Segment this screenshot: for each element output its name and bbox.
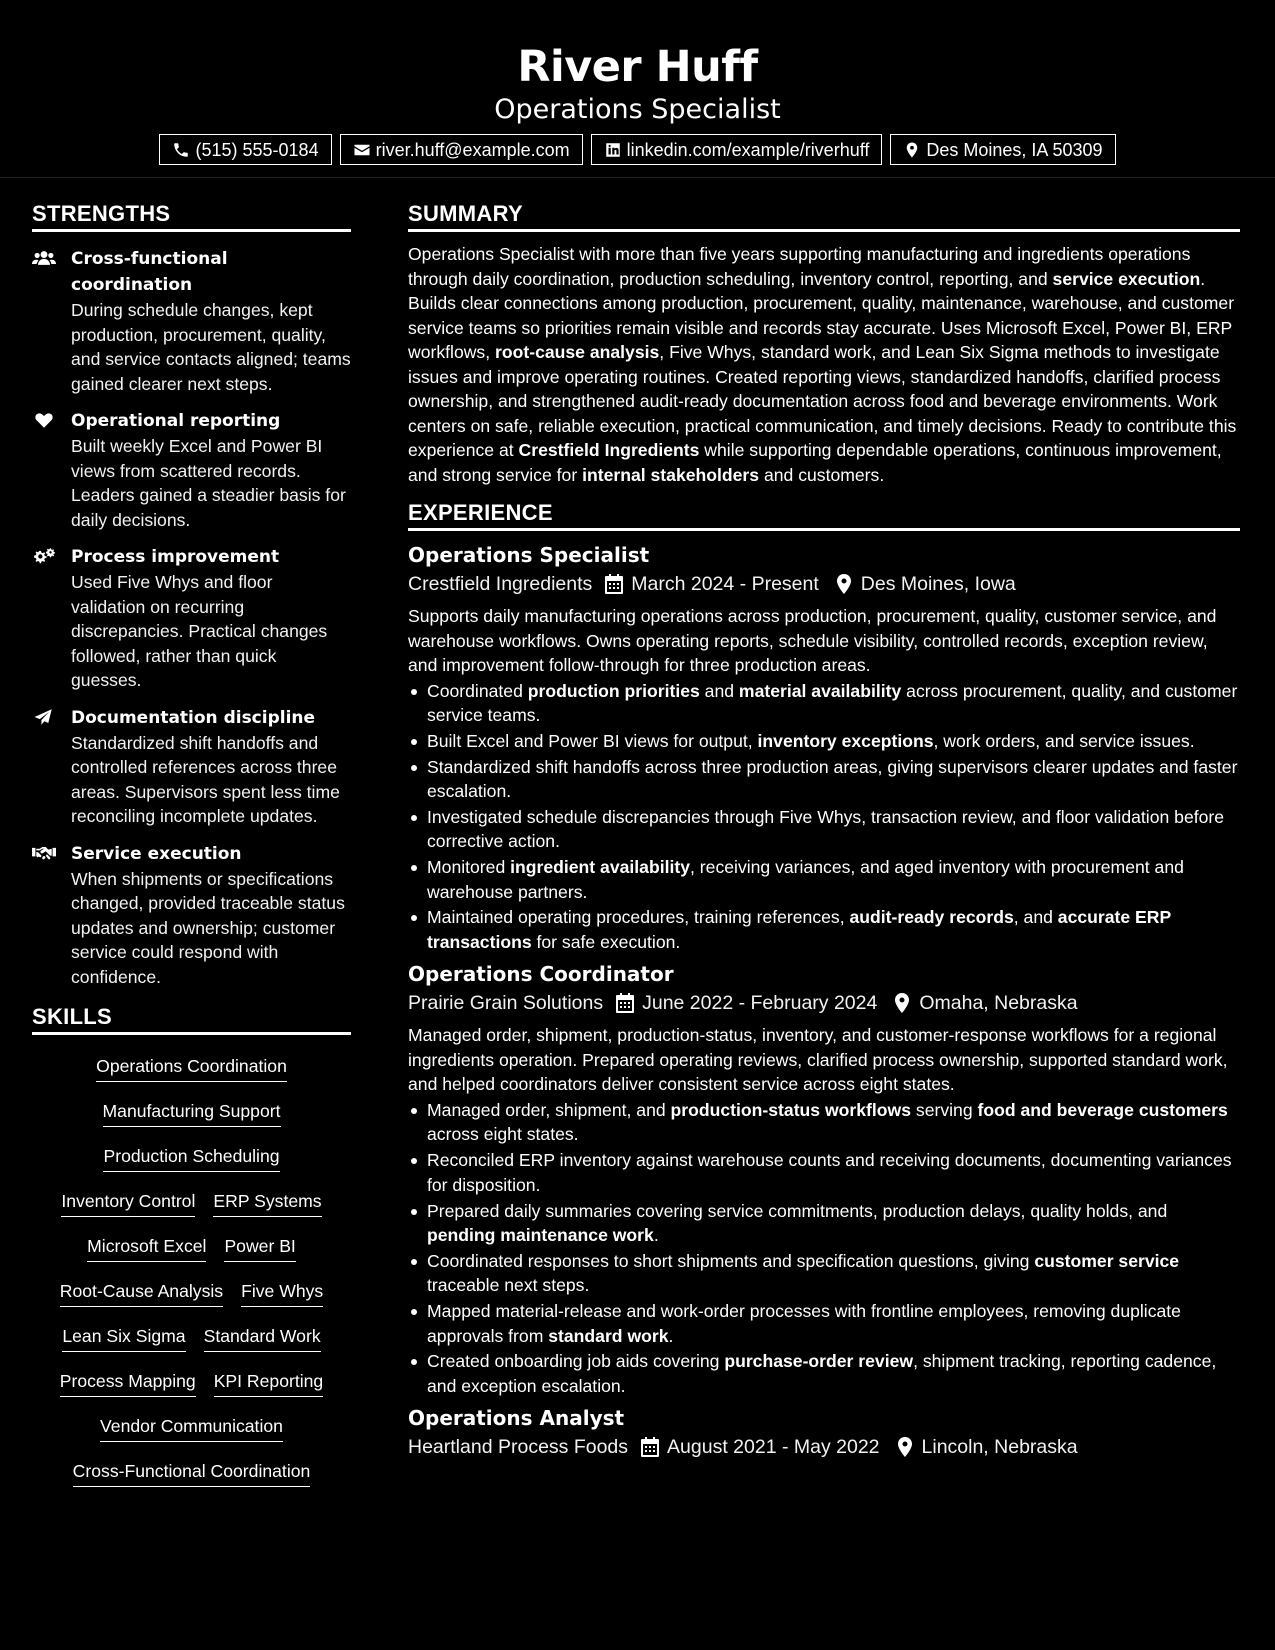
- text-run: and customers.: [759, 464, 885, 485]
- skill-tag: Operations Coordination: [96, 1054, 287, 1082]
- emphasis-text: standard work: [548, 1325, 669, 1346]
- job-description: Supports daily manufacturing operations across production, procurement, quality, customer service, and warehouse workflows. Owns operating reports, schedule visibility, controlled records, exception review, and improvement follow-through for three production areas.: [408, 606, 1217, 675]
- strength-name: Cross-functional coordination: [71, 249, 228, 295]
- emphasis-text: pending maintenance work: [427, 1225, 654, 1246]
- job-bullet: [408, 905, 1240, 954]
- job-bullet: [408, 679, 1240, 728]
- resume-header: [0, 0, 1275, 178]
- strength-item: [32, 841, 351, 990]
- text-run: Monitored: [427, 857, 511, 878]
- emphasis-text: root-cause analysis: [495, 342, 660, 362]
- text-run: for safe execution.: [531, 931, 681, 952]
- job-bullet: [408, 855, 1240, 904]
- text-run: . Builds clear connections among production, procurement, quality, maintenance, warehouse, and customer service teams so priorities remain visible and records stay accurate. Uses Microsoft Excel, Power BI, ERP workflows,: [408, 268, 1235, 362]
- strength-desc: Built weekly Excel and Power BI views from scattered records. Leaders gained a steadier basis for daily decisions.: [71, 436, 346, 530]
- job-dates: March 2024 - Present: [631, 573, 819, 595]
- strengths-heading: STRENGTHS: [32, 200, 351, 232]
- job-bullet: [408, 755, 1240, 804]
- job-entry: [408, 541, 1240, 954]
- job-bullets: [408, 679, 1240, 955]
- skill-row: [32, 1139, 351, 1184]
- map-pin-icon: [896, 1437, 914, 1457]
- contact-email-text: river.huff@example.com: [375, 139, 570, 160]
- text-run: Reconciled ERP inventory against warehouse counts and receiving documents, documenting variances for disposition.: [427, 1150, 1232, 1195]
- job-role: Operations Coordinator: [408, 962, 674, 987]
- right-column: [408, 200, 1240, 1472]
- job-location: Lincoln, Nebraska: [921, 1436, 1078, 1459]
- emphasis-text: accurate ERP transactions: [427, 907, 1171, 952]
- contact-phone-text: (515) 555-0184: [195, 139, 319, 160]
- skill-row: [32, 1094, 351, 1139]
- summary-heading: SUMMARY: [408, 200, 1240, 232]
- text-run: Investigated schedule discrepancies through Five Whys, transaction review, and floor validation before corrective action.: [427, 806, 1225, 852]
- job-dates: June 2022 - February 2024: [642, 992, 878, 1015]
- job-location: Des Moines, Iowa: [860, 573, 1016, 595]
- job-dates: August 2021 - May 2022: [667, 1436, 880, 1459]
- handshake-icon: [32, 843, 56, 863]
- map-pin-icon: [893, 993, 911, 1013]
- skill-tag: Process Mapping: [60, 1369, 196, 1397]
- candidate-title: Operations Specialist: [494, 94, 781, 125]
- job-bullet: [408, 1249, 1240, 1298]
- skill-row: [32, 1454, 351, 1499]
- skill-tag: ERP Systems: [213, 1189, 321, 1217]
- emphasis-text: production-status workflows: [670, 1099, 912, 1120]
- strength-name: Process improvement: [71, 547, 280, 567]
- job-description: Managed order, shipment, production-status, inventory, and customer-response workflows for a regional ingredients operation. Prepared operating reviews, clarified process ownership, supported standard work, and helped coordinators deliver consistent service across eight states.: [408, 1025, 1228, 1095]
- text-run: , receiving variances, and aged inventory with procurement and warehouse partners.: [427, 857, 1184, 902]
- skill-tag: Cross-Functional Coordination: [73, 1459, 311, 1487]
- job-meta: [408, 988, 1240, 1018]
- job-role: Operations Specialist: [408, 543, 650, 567]
- paper-plane-icon: [32, 707, 56, 727]
- candidate-name: River Huff: [517, 42, 758, 92]
- text-run: and: [699, 680, 739, 701]
- job-entry: [408, 960, 1240, 1398]
- skill-tag: Power BI: [224, 1234, 295, 1262]
- skill-row: [32, 1184, 351, 1229]
- map-pin-icon: [835, 574, 853, 594]
- text-run: Operations Specialist with more than five years supporting manufacturing and ingredients operations through daily coordination, production scheduling, inventory control, reporting, and: [408, 244, 1191, 289]
- strength-name: Operational reporting: [71, 411, 281, 431]
- job-bullet: [408, 1098, 1240, 1147]
- emphasis-text: ingredient availability: [510, 857, 691, 878]
- skill-row: [32, 1274, 351, 1319]
- left-column: [32, 200, 351, 1499]
- heart-icon: [32, 410, 56, 430]
- strength-item: [32, 246, 351, 396]
- text-run: while supporting dependable operations, continuous improvement, and strong service for: [408, 440, 1222, 485]
- text-run: Mapped material-release and work-order processes with frontline employees, removing duplicate approvals from: [427, 1301, 1181, 1346]
- emphasis-text: material availability: [738, 680, 902, 701]
- contact-location-text: Des Moines, IA 50309: [926, 139, 1103, 160]
- strength-desc: Used Five Whys and floor validation on recurring discrepancies. Practical changes followed, rather than quick guesses.: [71, 572, 328, 690]
- text-run: Maintained operating procedures, training references,: [427, 907, 850, 928]
- skills-list: [32, 1049, 351, 1499]
- strength-name: Service execution: [71, 843, 242, 864]
- summary-text: [408, 242, 1240, 487]
- text-run: Coordinated: [427, 680, 528, 701]
- contact-linkedin[interactable]: [591, 134, 883, 165]
- strength-item: [32, 408, 351, 532]
- text-run: across procurement, quality, and customer service teams.: [427, 680, 1238, 725]
- text-run: , work orders, and service issues.: [933, 730, 1195, 751]
- skill-tag: Microsoft Excel: [87, 1234, 206, 1262]
- job-meta: [408, 1432, 1240, 1462]
- contact-linkedin-text: linkedin.com/example/riverhuff: [626, 139, 870, 160]
- skill-row: [32, 1319, 351, 1364]
- job-bullet: [408, 1148, 1240, 1197]
- map-pin-icon: [903, 141, 921, 159]
- text-run: Managed order, shipment, and: [427, 1099, 671, 1120]
- skill-row: [32, 1049, 351, 1094]
- skills-heading: SKILLS: [32, 1003, 351, 1035]
- strength-item: [32, 544, 351, 693]
- text-run: serving: [911, 1099, 978, 1120]
- skill-tag: Root-Cause Analysis: [60, 1279, 223, 1307]
- calendar-icon: [641, 1437, 659, 1457]
- contact-email[interactable]: [340, 134, 583, 165]
- emphasis-text: production priorities: [527, 680, 700, 701]
- experience-heading: EXPERIENCE: [408, 499, 1240, 531]
- skill-tag: Production Scheduling: [103, 1144, 279, 1172]
- skill-tag: Vendor Communication: [100, 1414, 283, 1442]
- strength-desc: When shipments or specifications changed, provided traceable status updates and ownership; customer service could respond with confidence.: [71, 868, 345, 987]
- skill-tag: KPI Reporting: [214, 1369, 324, 1397]
- contact-bar: [0, 134, 1275, 165]
- text-run: , and: [1013, 907, 1058, 928]
- job-company: Crestfield Ingredients: [408, 573, 593, 595]
- job-bullet: [408, 1199, 1240, 1248]
- emphasis-text: service execution: [1052, 268, 1201, 289]
- job-role: Operations Analyst: [408, 1406, 625, 1431]
- envelope-icon: [353, 141, 371, 159]
- linkedin-icon: [604, 141, 622, 159]
- strength-name: Documentation discipline: [71, 707, 316, 728]
- skill-row: [32, 1229, 351, 1274]
- contact-location: [890, 134, 1115, 165]
- emphasis-text: food and beverage customers: [977, 1099, 1228, 1120]
- skill-tag: Lean Six Sigma: [62, 1324, 185, 1352]
- skill-tag: Standard Work: [204, 1324, 321, 1352]
- strength-item: [32, 705, 351, 829]
- skill-tag: Manufacturing Support: [103, 1099, 281, 1127]
- users-icon: [32, 248, 56, 268]
- job-bullets: [408, 1098, 1240, 1398]
- emphasis-text: purchase-order review: [724, 1351, 914, 1372]
- job-company: Heartland Process Foods: [408, 1436, 629, 1459]
- strength-desc: Standardized shift handoffs and controlled references across three areas. Supervisors spent less time reconciling incomplete updates.: [71, 732, 340, 826]
- job-bullet: [408, 1349, 1240, 1398]
- text-run: Coordinated responses to short shipments and specification questions, giving: [427, 1250, 1035, 1271]
- emphasis-text: internal stakeholders: [582, 464, 760, 485]
- gears-icon: [32, 546, 56, 566]
- contact-phone[interactable]: [159, 134, 331, 165]
- job-entry: [408, 1404, 1240, 1462]
- skill-row: [32, 1364, 351, 1409]
- calendar-icon: [616, 993, 634, 1013]
- job-location: Omaha, Nebraska: [919, 992, 1078, 1015]
- text-run: .: [653, 1225, 659, 1246]
- text-run: Prepared daily summaries covering service commitments, production delays, quality holds, and: [427, 1200, 1168, 1221]
- job-company: Prairie Grain Solutions: [408, 992, 604, 1015]
- emphasis-text: inventory exceptions: [757, 730, 934, 751]
- job-bullet: [408, 729, 1240, 754]
- strength-desc: During schedule changes, kept production, procurement, quality, and service contacts aligned; teams gained clearer next steps.: [71, 300, 351, 394]
- phone-icon: [172, 141, 190, 159]
- text-run: .: [668, 1325, 674, 1346]
- text-run: Standardized shift handoffs across three production areas, giving supervisors clearer updates and faster escalation.: [427, 756, 1238, 802]
- emphasis-text: audit-ready records: [849, 907, 1014, 928]
- emphasis-text: Crestfield Ingredients: [518, 440, 700, 460]
- text-run: , shipment tracking, reporting cadence, and exception escalation.: [427, 1351, 1217, 1396]
- skill-tag: Inventory Control: [61, 1189, 195, 1217]
- text-run: Built Excel and Power BI views for output,: [427, 730, 758, 751]
- text-run: across eight states.: [427, 1124, 579, 1145]
- job-meta: [408, 569, 1240, 599]
- text-run: Created onboarding job aids covering: [427, 1351, 725, 1372]
- text-run: , Five Whys, standard work, and Lean Six Sigma methods to investigate issues and improve operating routines. Created reporting views, standardized handoffs, clarified process ownership, and strengthened audit-ready documentation across food and beverage environments. Work centers on safe, reliable execution, practical communication, and timely decisions. Ready to contribute this experience at: [408, 342, 1237, 460]
- job-bullet: [408, 805, 1240, 854]
- job-bullet: [408, 1299, 1240, 1348]
- text-run: traceable next steps.: [427, 1275, 590, 1296]
- emphasis-text: customer service: [1034, 1250, 1180, 1271]
- calendar-icon: [605, 574, 623, 594]
- skill-row: [32, 1409, 351, 1454]
- skill-tag: Five Whys: [241, 1279, 323, 1307]
